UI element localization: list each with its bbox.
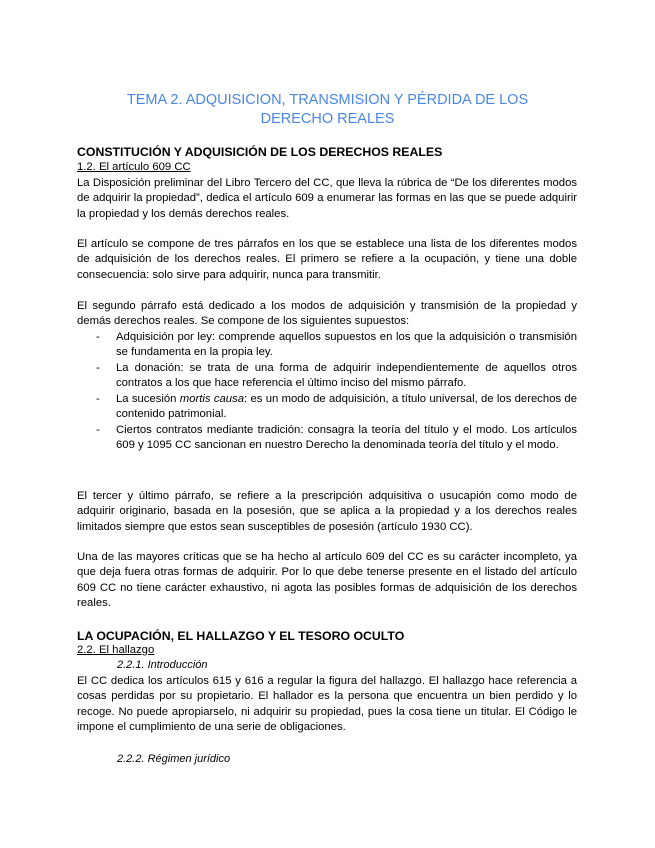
bullet-text-pre: La sucesión (116, 393, 180, 405)
bullet-text-italic: mortis causa (179, 393, 244, 405)
section-heading-ocupacion: LA OCUPACIÓN, EL HALLAZGO Y EL TESORO OCULTO (77, 629, 405, 643)
paragraph-criticas: Una de las mayores críticas que se ha hecho al artículo 609 del CC es su carácter incompleto, ya que deja fuera otras formas de adquirir. Por lo que debe tenerse presente en el listado del artículo 609 CC no tiene carácter exhaustivo, ni agota las posibles formas de adquisición de los derechos reales. (77, 551, 577, 610)
bullet-text-post: : es un modo de adquisición, a título universal, de los derechos de contenido patrimonial. (116, 393, 578, 421)
paragraph-segundo-parrafo: El segundo párrafo está dedicado a los modos de adquisición y transmisión de la propiedad y demás derechos reales. Se compone de los siguientes supuestos: (77, 300, 577, 328)
document-title: TEMA 2. ADQUISICION, TRANSMISION Y PÉRDIDA DE LOS DERECHO REALES (126, 92, 529, 127)
subheading-hallazgo: 2.2. El hallazgo (77, 644, 155, 656)
bullet-dash: - (96, 331, 100, 343)
bullet-text-donacion: La donación: se trata de una forma de adquirir independientemente de aquellos otros contratos a los que hace referencia el último inciso del mismo párrafo. (116, 362, 577, 390)
paragraph-disposicion: La Disposición preliminar del Libro Tercero del CC, que lleva la rúbrica de “De los diferentes modos de adquirir la propiedad”, dedica el artículo 609 a enumerar las formas en las que se puede adquirir la propiedad y los demás derechos reales. (77, 177, 577, 220)
paragraph-tercer-parrafo: El tercer y último párrafo, se refiere a la prescripción adquisitiva o usucapión como modo de adquirir originario, basada en la posesión, que se aplica a la propiedad y a los derechos reales limitados siempre que estos sean susceptibles de posesión (artículo 1930 CC). (77, 490, 577, 533)
paragraph-tres-parrafos: El artículo se compone de tres párrafos en los que se establece una lista de los diferentes modos de adquisición de los derechos reales. El primero se refiere a la ocupación, y tiene una doble consecuencia: solo sirve para adquirir, nunca para transmitir. (77, 238, 577, 281)
list-item (77, 423, 577, 454)
bullet-text-sucesion (77, 392, 577, 423)
bullet-dash: - (96, 393, 100, 405)
bullet-dash: - (96, 362, 100, 374)
subheading-articulo-609: 1.2. El artículo 609 CC (77, 161, 191, 173)
bullet-text-contratos: Ciertos contratos mediante tradición: consagra la teoría del título y el modo. Los artículos 609 y 1095 CC sancionan en nuestro Derecho la denominada teoría del título y el modo. (116, 424, 577, 452)
list-item (77, 392, 577, 423)
bullet-text-ley: Adquisición por ley: comprende aquellos supuestos en los que la adquisición o transmisión se fundamenta en la propia ley. (116, 331, 577, 359)
subheading-introduccion: 2.2.1. Introducción (117, 659, 208, 671)
bullet-dash: - (96, 424, 100, 436)
list-item (77, 330, 577, 361)
section-heading-constitucion: CONSTITUCIÓN Y ADQUISICIÓN DE LOS DERECHOS REALES (77, 145, 443, 159)
subheading-regimen-juridico: 2.2.2. Régimen jurídico (117, 753, 231, 765)
paragraph-hallazgo: El CC dedica los artículos 615 y 616 a regular la figura del hallazgo. El hallazgo hace referencia a cosas perdidas por su propietario. El hallador es la persona que encuentra un bien perdido y lo recoge. No puede apropiarselo, ni adquirir su propiedad, pues la cosa tiene un titular. El Código le impone el cumplimiento de una serie de obligaciones. (77, 675, 577, 734)
list-item (77, 361, 577, 392)
